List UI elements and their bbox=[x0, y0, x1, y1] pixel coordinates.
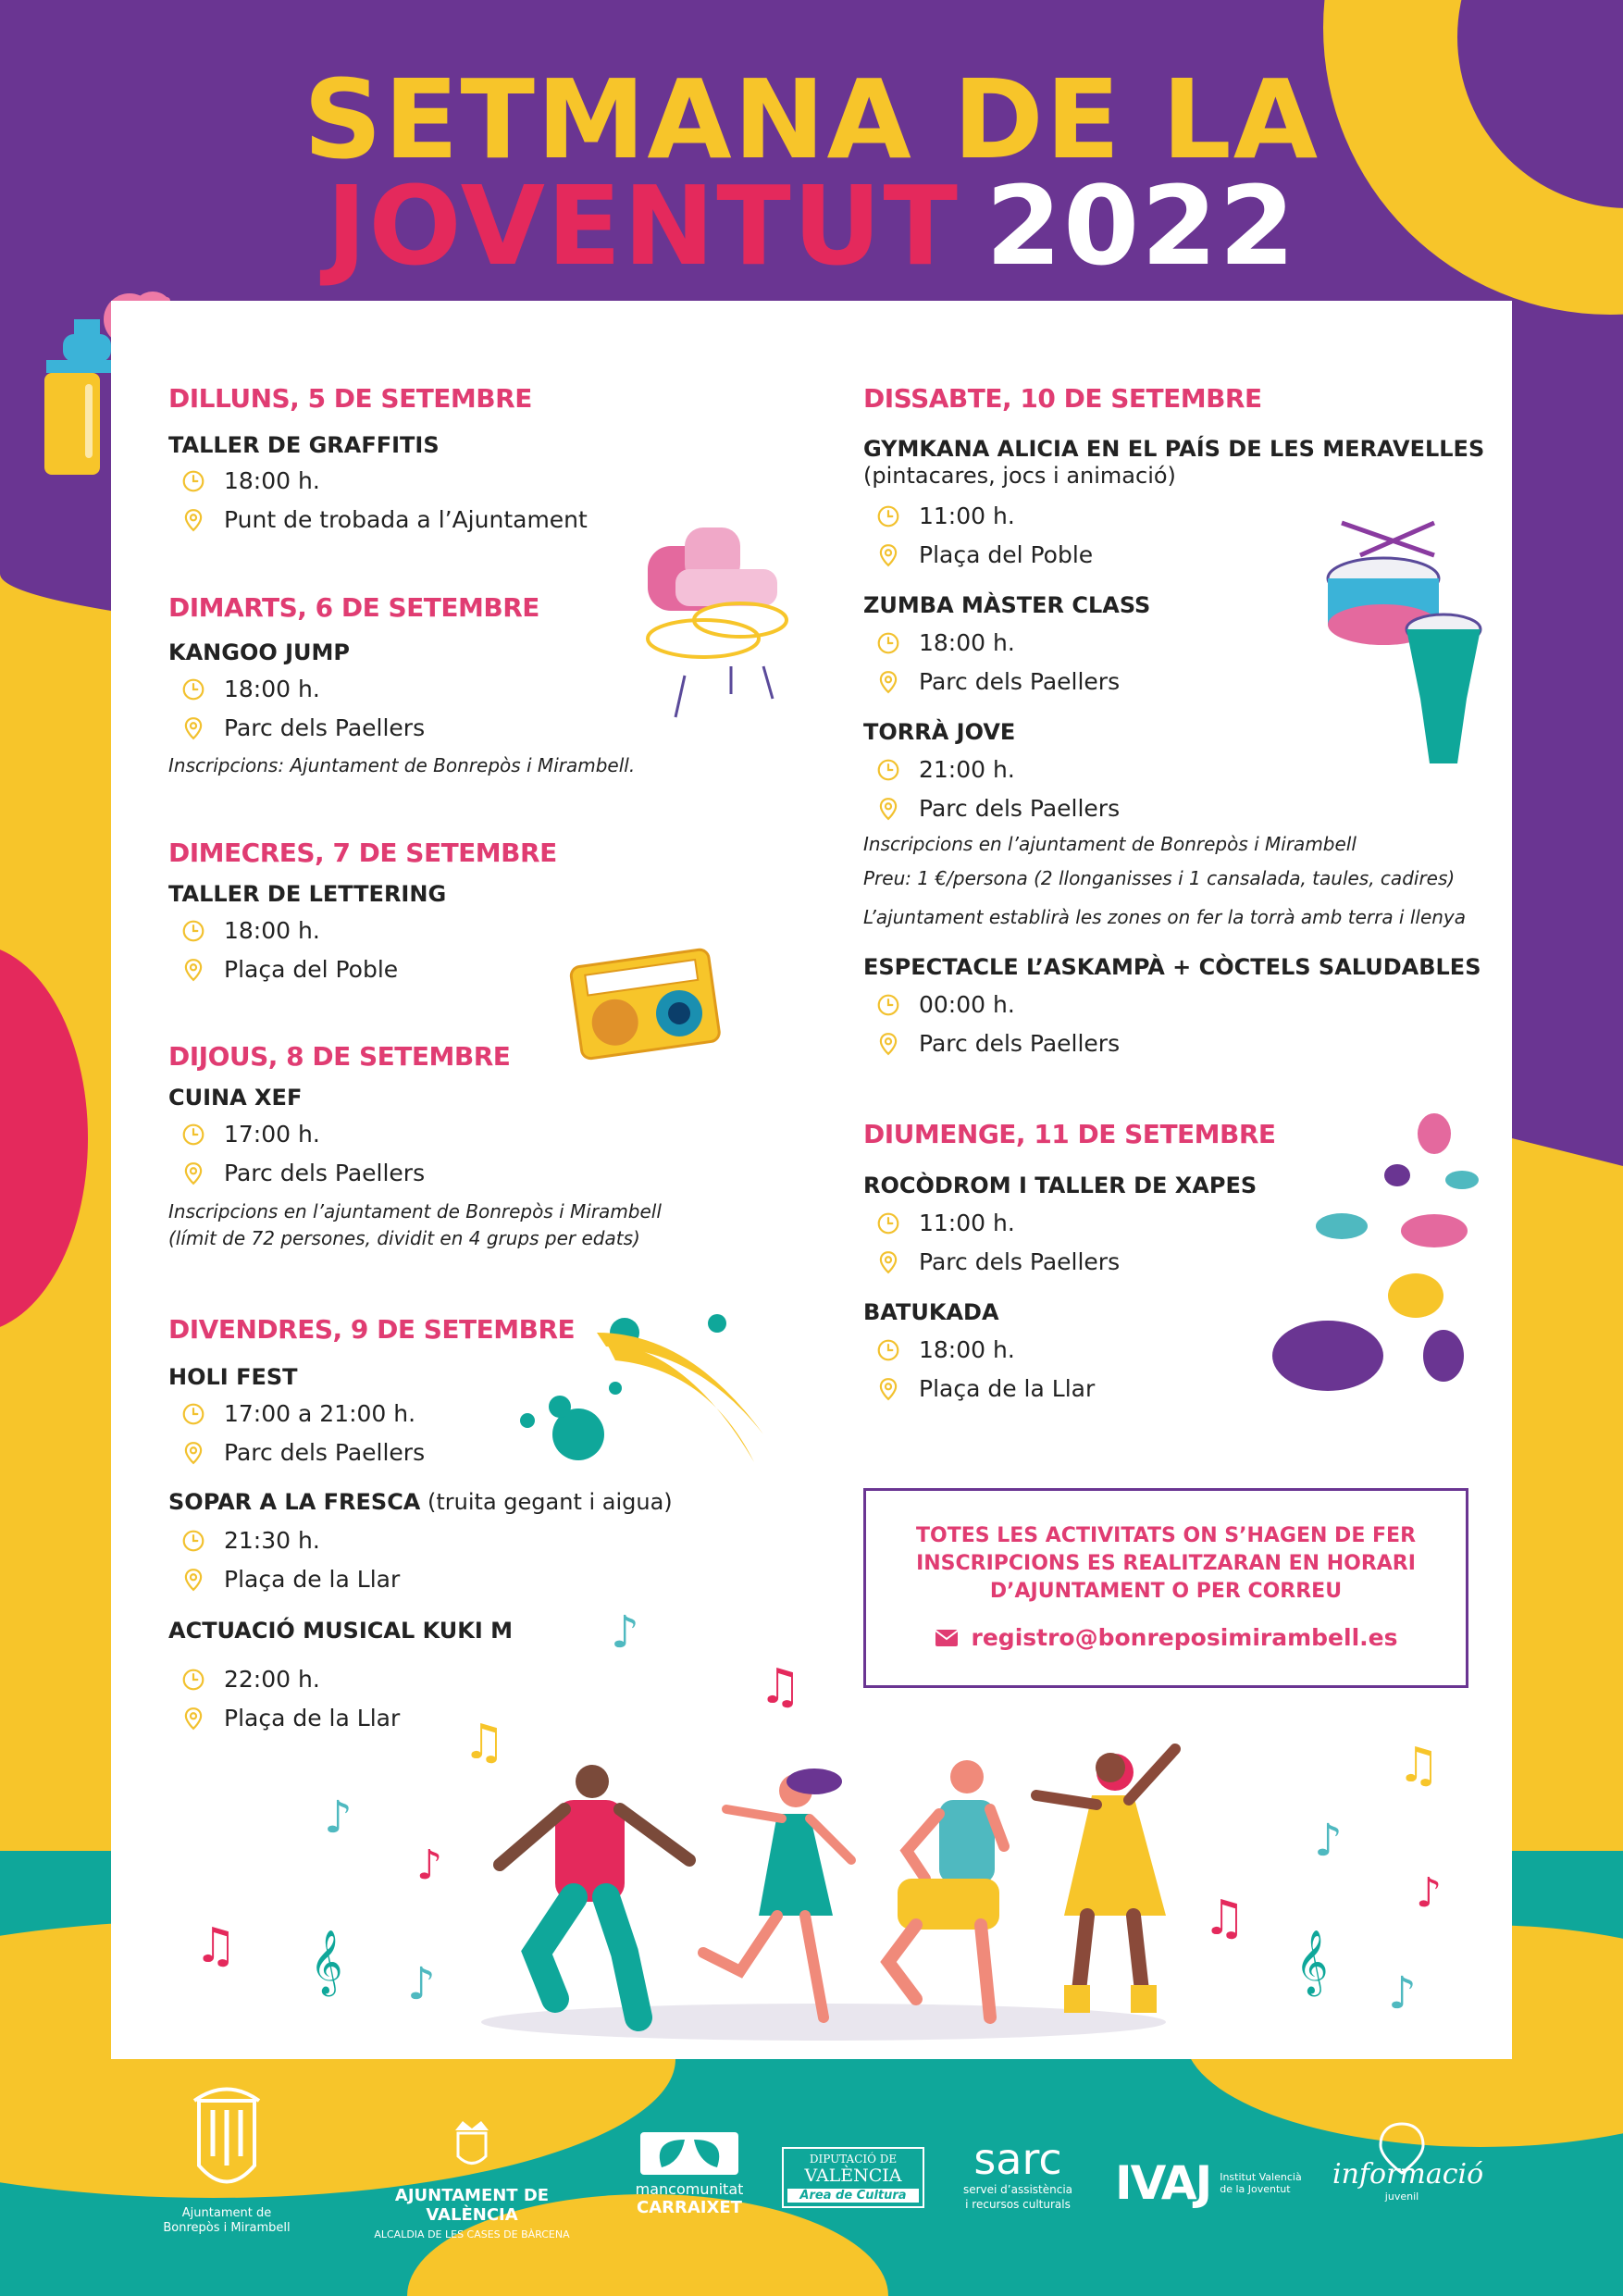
day-heading: DIUMENGE, 11 DE SETEMBRE bbox=[863, 1119, 1276, 1149]
activity-time: 18:00 h. bbox=[876, 1336, 1015, 1363]
activity-place: Parc dels Paellers bbox=[876, 668, 1120, 695]
activity-place: Parc dels Paellers bbox=[181, 1160, 425, 1186]
activity-place: Plaça del Poble bbox=[181, 956, 398, 983]
title-joventut: JOVENTUT bbox=[326, 162, 960, 290]
svg-text:♫: ♫ bbox=[194, 1918, 238, 1974]
registration-message: TOTES LES ACTIVITATS ON S’HAGEN DE FER INSCRIPCIONS ES REALITZARAN EN HORARI D’AJUNTAMENT O PER CORREU bbox=[915, 1524, 1417, 1603]
activity-title: BATUKADA bbox=[863, 1299, 999, 1325]
activity-title: HOLI FEST bbox=[168, 1364, 298, 1390]
activity-time: 21:30 h. bbox=[181, 1527, 320, 1554]
envelope-icon bbox=[935, 1629, 959, 1647]
leaves-icon bbox=[638, 2130, 740, 2177]
activity-time: 22:00 h. bbox=[181, 1666, 320, 1693]
location-pin-icon bbox=[876, 797, 900, 821]
logo-bonrepos: Ajuntament de Bonrepòs i Mirambell bbox=[157, 2082, 296, 2236]
svg-text:𝄞: 𝄞 bbox=[310, 1930, 343, 1994]
activity-title: TALLER DE GRAFFITIS bbox=[168, 432, 440, 458]
svg-text:♪: ♪ bbox=[416, 1842, 443, 1889]
activity-title: ZUMBA MÀSTER CLASS bbox=[863, 592, 1151, 618]
svg-text:♪: ♪ bbox=[324, 1792, 353, 1843]
day-heading: DISSABTE, 10 DE SETEMBRE bbox=[863, 383, 1262, 414]
logo-diputacio: DIPUTACIÓ DE VALÈNCIA Àrea de Cultura bbox=[782, 2147, 924, 2208]
activity-title: TORRÀ JOVE bbox=[863, 719, 1016, 745]
clock-icon bbox=[876, 1338, 900, 1362]
email-link[interactable] bbox=[866, 1624, 1466, 1651]
activity-subtitle: (pintacares, jocs i animació) bbox=[863, 463, 1176, 489]
activity-place: Plaça de la Llar bbox=[181, 1705, 400, 1731]
activity-place: Parc dels Paellers bbox=[181, 714, 425, 741]
logo-ajuntament-valencia: AJUNTAMENT DE VALÈNCIA ALCALDIA DE LES CASES DE BÀRCENA bbox=[352, 2119, 592, 2240]
svg-text:♫: ♫ bbox=[463, 1715, 506, 1770]
activity-time: 18:00 h. bbox=[181, 676, 320, 702]
svg-text:𝄞: 𝄞 bbox=[1295, 1930, 1329, 1994]
logo-mancomunitat: mancomunitat CARRAIXET bbox=[629, 2130, 750, 2217]
activity-note: (límit de 72 persones, dividit en 4 grups per edats) bbox=[168, 1227, 640, 1249]
svg-text:♪: ♪ bbox=[407, 1958, 436, 2010]
activity-title: ROCÒDROM I TALLER DE XAPES bbox=[863, 1173, 1258, 1198]
activity-place: Parc dels Paellers bbox=[876, 795, 1120, 822]
logo-ivaj: IVAJ Institut Valencià de la Joventut bbox=[1115, 2156, 1302, 2210]
activity-note: L’ajuntament establirà les zones on fer la torrà amb terra i llenya bbox=[863, 906, 1467, 928]
activity-title: ESPECTACLE L’ASKAMPÀ + CÒCTELS SALUDABLES bbox=[863, 954, 1481, 980]
activity-time: 17:00 h. bbox=[181, 1121, 320, 1148]
location-pin-icon bbox=[876, 543, 900, 567]
boombox-icon bbox=[566, 930, 724, 1074]
title-year: 2022 bbox=[985, 162, 1297, 290]
location-pin-icon bbox=[181, 716, 205, 740]
registration-info-box bbox=[863, 1488, 1468, 1688]
clock-icon bbox=[181, 1668, 205, 1692]
svg-text:♪: ♪ bbox=[611, 1610, 639, 1658]
activity-note: Preu: 1 €/persona (2 llonganisses i 1 cansalada, taules, cadires) bbox=[863, 867, 1456, 889]
clock-icon bbox=[181, 469, 205, 493]
svg-text:♫: ♫ bbox=[1397, 1738, 1441, 1793]
activity-note: Inscripcions en l’ajuntament de Bonrepòs i Mirambell bbox=[168, 1200, 662, 1222]
activity-title: GYMKANA ALICIA EN EL PAÍS DE LES MERAVELLES bbox=[863, 436, 1485, 462]
svg-text:♪: ♪ bbox=[1388, 1967, 1417, 2019]
activity-time: 17:00 a 21:00 h. bbox=[181, 1400, 415, 1427]
climbing-holds-icon bbox=[1268, 1111, 1481, 1397]
activity-time: 00:00 h. bbox=[876, 991, 1015, 1018]
activity-title: CUINA XEF bbox=[168, 1085, 303, 1111]
activity-place: Plaça de la Llar bbox=[181, 1566, 400, 1593]
activity-time: 18:00 h. bbox=[181, 467, 320, 494]
clock-icon bbox=[876, 504, 900, 528]
day-heading: DIMARTS, 6 DE SETEMBRE bbox=[168, 592, 539, 623]
logo-sarc: sarc servei d’assistència i recursos culturals bbox=[962, 2134, 1073, 2211]
location-pin-icon bbox=[876, 670, 900, 694]
clock-icon bbox=[876, 993, 900, 1017]
clock-icon bbox=[876, 631, 900, 655]
activity-note: Inscripcions: Ajuntament de Bonrepòs i Mirambell. bbox=[168, 754, 636, 776]
activity-place: Punt de trobada a l’Ajuntament bbox=[181, 506, 588, 533]
location-pin-icon bbox=[181, 1441, 205, 1465]
email-address[interactable]: registro@bonreposimirambell.es bbox=[971, 1624, 1398, 1651]
activity-title: ACTUACIÓ MUSICAL KUKI M bbox=[168, 1618, 514, 1644]
sponsor-logos bbox=[0, 2073, 1623, 2296]
drums-icon bbox=[1323, 514, 1490, 773]
activity-place: Plaça del Poble bbox=[876, 541, 1093, 568]
activity-time: 11:00 h. bbox=[876, 1210, 1015, 1236]
location-pin-icon bbox=[181, 1568, 205, 1592]
svg-text:♪: ♪ bbox=[1314, 1815, 1343, 1867]
clock-icon bbox=[181, 919, 205, 943]
location-pin-icon bbox=[181, 1161, 205, 1185]
activity-note: Inscripcions en l’ajuntament de Bonrepòs i Mirambell bbox=[863, 833, 1357, 855]
svg-text:♫: ♫ bbox=[1203, 1891, 1246, 1946]
activity-time: 18:00 h. bbox=[181, 917, 320, 944]
svg-text:♫: ♫ bbox=[759, 1659, 802, 1715]
clock-icon bbox=[876, 1211, 900, 1235]
day-heading: DIJOUS, 8 DE SETEMBRE bbox=[168, 1041, 511, 1072]
activity-time: 11:00 h. bbox=[876, 503, 1015, 529]
clock-icon bbox=[181, 1529, 205, 1553]
day-heading: DILLUNS, 5 DE SETEMBRE bbox=[168, 383, 532, 414]
location-pin-icon bbox=[876, 1377, 900, 1401]
location-pin-icon bbox=[181, 958, 205, 982]
clock-icon bbox=[181, 1123, 205, 1147]
day-heading: DIVENDRES, 9 DE SETEMBRE bbox=[168, 1314, 576, 1345]
clock-icon bbox=[181, 1402, 205, 1426]
activity-place: Parc dels Paellers bbox=[181, 1439, 425, 1466]
coat-of-arms-icon bbox=[180, 2082, 273, 2203]
title-line-2 bbox=[0, 162, 1623, 290]
roller-skate-icon bbox=[638, 518, 805, 722]
location-pin-icon bbox=[876, 1250, 900, 1274]
location-pin-icon bbox=[181, 1706, 205, 1731]
activity-place: Parc dels Paellers bbox=[876, 1030, 1120, 1057]
title-line-1: SETMANA DE LA bbox=[303, 56, 1320, 183]
activity-time: 18:00 h. bbox=[876, 629, 1015, 656]
clock-icon bbox=[876, 758, 900, 782]
activity-place: Plaça de la Llar bbox=[876, 1375, 1095, 1402]
activity-place: Parc dels Paellers bbox=[876, 1248, 1120, 1275]
crown-shield-icon bbox=[444, 2119, 500, 2175]
location-pin-icon bbox=[181, 508, 205, 532]
svg-text:♪: ♪ bbox=[1416, 1869, 1443, 1917]
activity-title: SOPAR A LA FRESCA (truita gegant i aigua) bbox=[168, 1489, 673, 1515]
activity-time: 21:00 h. bbox=[876, 756, 1015, 783]
logo-informacio-juvenil: informació juvenil bbox=[1332, 2119, 1471, 2203]
clock-icon bbox=[181, 677, 205, 701]
day-heading: DIMECRES, 7 DE SETEMBRE bbox=[168, 838, 557, 868]
activity-title: TALLER DE LETTERING bbox=[168, 881, 447, 907]
activity-title: KANGOO JUMP bbox=[168, 639, 351, 665]
location-pin-icon bbox=[876, 1032, 900, 1056]
